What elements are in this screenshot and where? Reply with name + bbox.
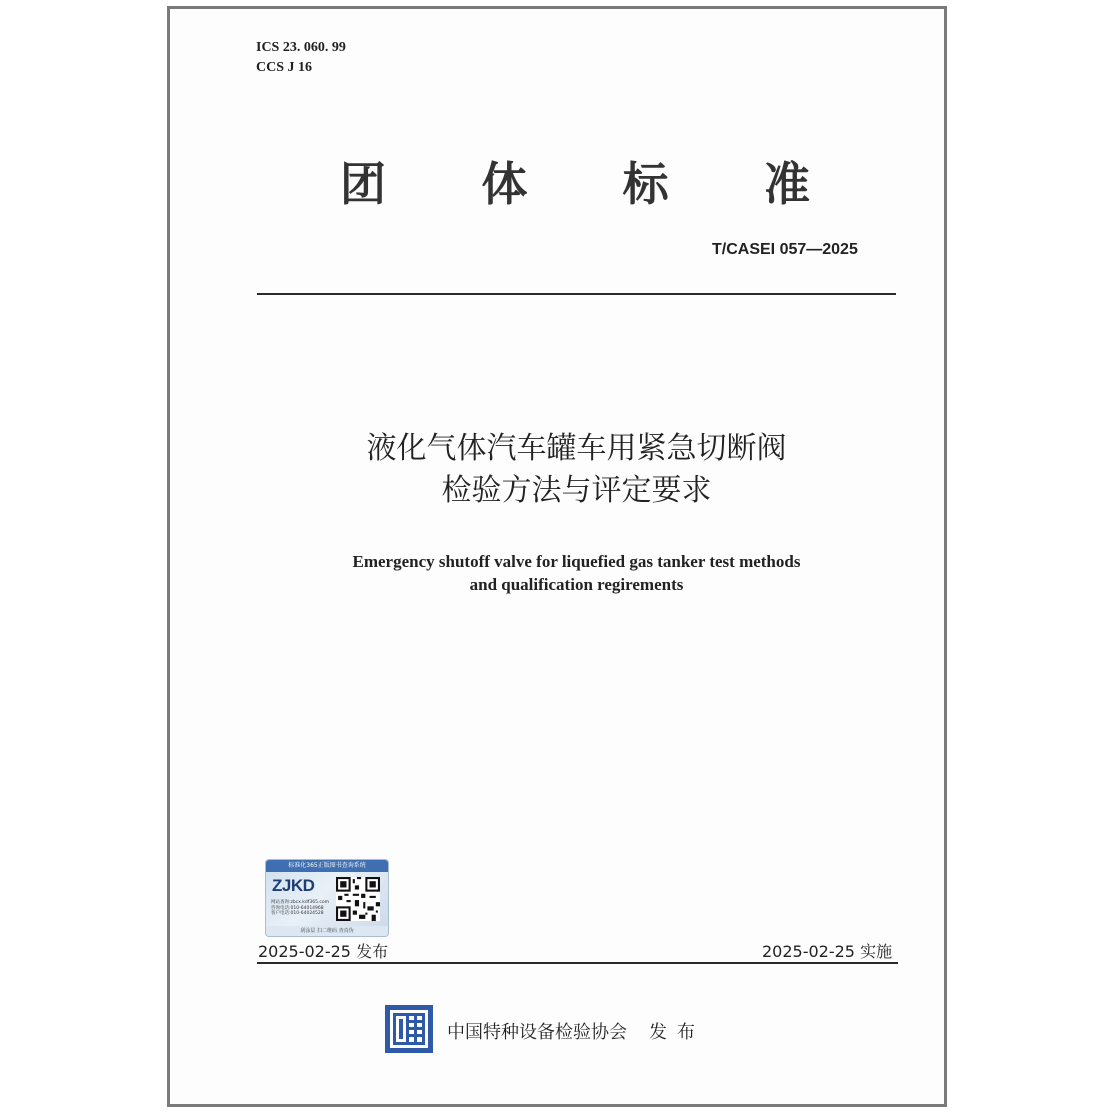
publish-date: 2025-02-25 发布: [258, 942, 389, 961]
chinese-title-line-2: 检验方法与评定要求: [441, 473, 712, 508]
sticker-band: 标准化365正版图书查询系统: [266, 860, 388, 872]
sticker-info-line: 网站查询:zbcx.kdf365.com: [271, 900, 329, 905]
sticker-info-line: 客户电话:010-64024528: [271, 911, 324, 916]
doc-type-char: 体: [481, 157, 528, 211]
qr-code-icon: [336, 877, 380, 921]
top-divider: [257, 293, 896, 295]
ccs-code: CCS J 16: [256, 60, 313, 75]
english-title-line-1: Emergency shutoff valve for liquefied gas tanker test methods: [352, 552, 801, 571]
doc-type-char: 标: [622, 157, 669, 211]
english-title-line-2: and qualification regirements: [469, 575, 684, 594]
publisher-action: 发布: [649, 1022, 705, 1043]
publisher: [447, 1018, 705, 1044]
document-type-heading: [340, 148, 810, 214]
casei-logo-icon: [385, 1005, 433, 1053]
chinese-title-line-1: 液化气体汽车罐车用紧急切断阀: [366, 431, 787, 466]
sticker-brand: ZJKD: [272, 876, 315, 895]
doc-type-char: 团: [340, 157, 386, 211]
bottom-divider: [257, 962, 898, 964]
chinese-title: [257, 428, 896, 512]
doc-type-char: 准: [763, 157, 810, 211]
english-title: [257, 550, 896, 596]
implement-date: 2025-02-25 实施: [762, 942, 893, 961]
sticker-info: [271, 900, 331, 917]
anti-counterfeit-sticker: [265, 859, 389, 937]
sticker-footer: 刮涂层 扫二维码 查真伪: [266, 926, 388, 936]
publisher-name: 中国特种设备检验协会: [447, 1022, 627, 1043]
classification-codes: [256, 38, 346, 78]
sticker-info-line: 咨询电话:010-64014968: [271, 905, 324, 911]
standard-number: T/CASEI 057—2025: [712, 241, 858, 258]
ics-code: ICS 23. 060. 99: [256, 40, 346, 55]
